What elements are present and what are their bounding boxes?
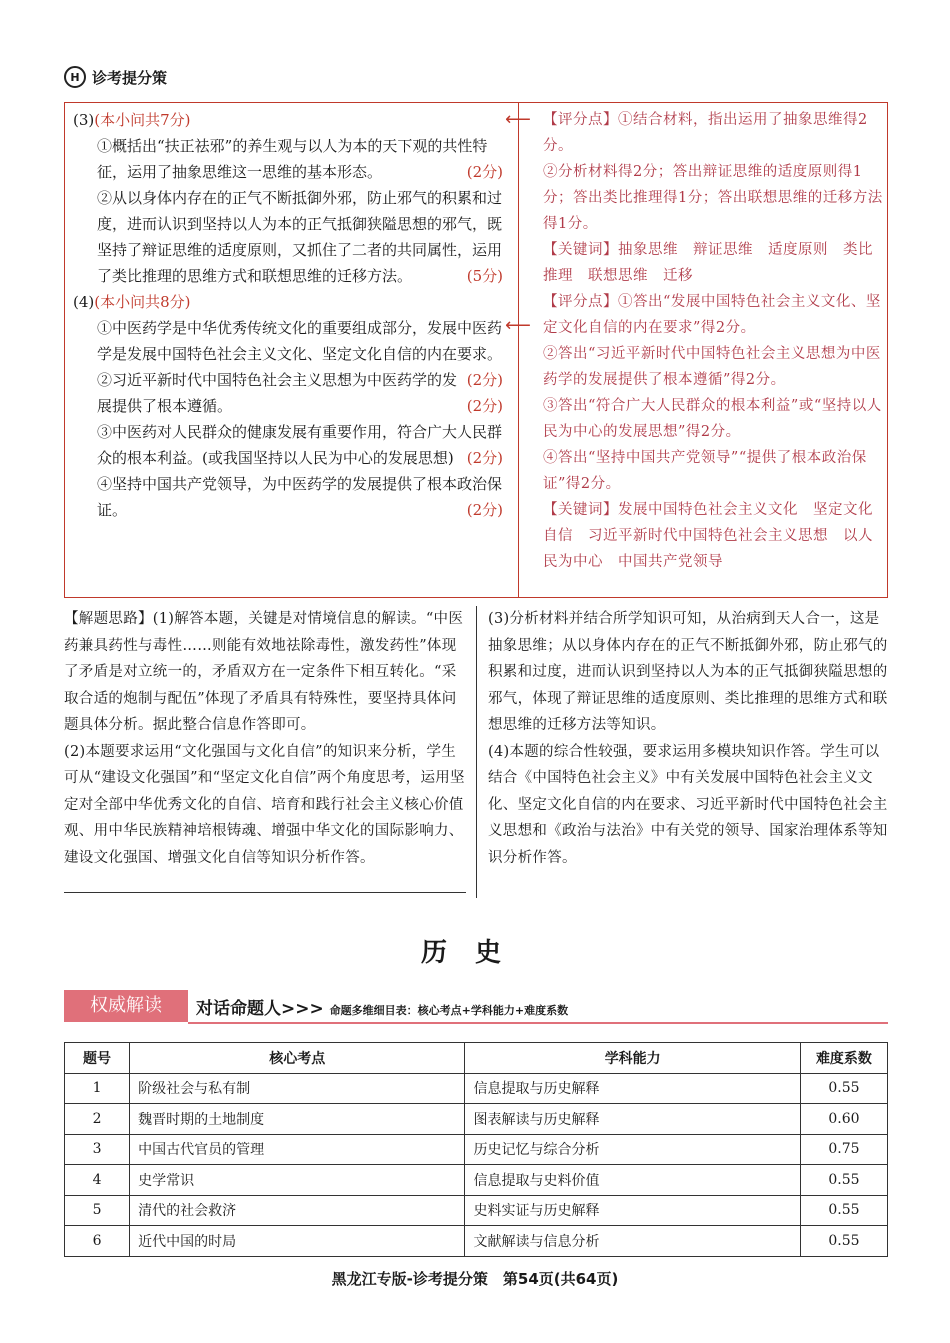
analysis-left xyxy=(64,606,466,871)
analysis-para: (2)本题要求运用“文化强国与文化自信”的知识来分析，学生可从“建设文化强国”和“坚定文化自信”两个角度思考，运用坚定对全部中华优秀文化的自信、培育和践行社会主义核心价值观、用中华民族精神培根铸魂、增强中华文化的国际影响力、建设文化强国、增强文化自信等知识分析作答。 xyxy=(64,743,465,866)
table-cell: 图表解读与历史解释 xyxy=(465,1104,800,1135)
table-header: 难度系数 xyxy=(800,1043,887,1074)
table-cell: 0.55 xyxy=(800,1073,887,1104)
q4-item-4: ④坚持中国共产党领导，为中医药学的发展提供了根本政治保证。 (2分) xyxy=(97,475,503,519)
q3-scoring-1: 【评分点】①结合材料，指出运用了抽象思维得2分。 xyxy=(543,112,868,154)
table-header-row xyxy=(65,1043,888,1074)
answer-divider xyxy=(518,103,519,597)
table-cell: 0.60 xyxy=(800,1104,887,1135)
table-cell: 史料实证与历史解释 xyxy=(465,1195,800,1226)
q4-item-2: ②习近平新时代中国特色社会主义思想为中医药学的发展提供了根本遵循。 (2分) xyxy=(97,371,503,415)
table-cell: 0.55 xyxy=(800,1165,887,1196)
table-cell: 阶级社会与私有制 xyxy=(130,1073,465,1104)
q3-item-2: ②从以身体内存在的正气不断抵御外邪，防止邪气的积累和过度，进而认识到坚持以人为本的正气抵御狭隘思想的邪气，既坚持了辩证思维的适度原则，又抓住了二者的共同属性，运用了类比推理的思维方式和联想思维的迁移方法。 (5分) xyxy=(97,189,503,285)
table-cell: 信息提取与史料价值 xyxy=(465,1165,800,1196)
q4-scoring-3: ③答出“符合广大人民群众的根本利益”或“坚持以人民为中心的发展思想”得2分。 xyxy=(543,398,882,440)
page-footer: 黑龙江专版-诊考提分策 第54页(共64页) xyxy=(331,1270,619,1288)
arrow-left-icon: ⟵ xyxy=(505,315,531,336)
table-row xyxy=(65,1165,888,1196)
q4-scoring-1: 【评分点】①答出“发展中国特色社会主义文化、坚定文化自信的内在要求”得2分。 xyxy=(543,294,881,336)
brand xyxy=(64,66,167,88)
arrow-left-icon: ⟵ xyxy=(505,109,531,130)
table-row xyxy=(65,1134,888,1165)
spec-table xyxy=(64,1042,888,1257)
table-cell: 4 xyxy=(65,1165,130,1196)
table-cell: 史学常识 xyxy=(130,1165,465,1196)
table-header: 题号 xyxy=(65,1043,130,1074)
q4-keywords: 【关键词】发展中国特色社会主义文化 坚定文化自信 习近平新时代中国特色社会主义思想 以人民为中心 中国共产党领导 xyxy=(543,502,873,570)
scoring-column xyxy=(543,107,883,575)
banner-rule xyxy=(188,1022,888,1024)
table-cell: 魏晋时期的土地制度 xyxy=(130,1104,465,1135)
table-cell: 中国古代官员的管理 xyxy=(130,1134,465,1165)
q4-scoring-4: ④答出“坚持中国共产党领导”“提供了根本政治保证”得2分。 xyxy=(543,450,867,492)
table-row xyxy=(65,1073,888,1104)
table-cell: 1 xyxy=(65,1073,130,1104)
q3-header: (3)(本小问共7分) xyxy=(73,111,191,129)
table-cell: 0.75 xyxy=(800,1134,887,1165)
q3-keywords: 【关键词】抽象思维 辩证思维 适度原则 类比推理 联想思维 迁移 xyxy=(543,242,873,284)
table-cell: 0.55 xyxy=(800,1226,887,1257)
analysis-bottom-rule xyxy=(64,892,466,893)
table-row xyxy=(65,1195,888,1226)
banner-tag: 权威解读 xyxy=(64,990,188,1022)
table-cell: 清代的社会救济 xyxy=(130,1195,465,1226)
q3-scoring-2: ②分析材料得2分；答出辩证思维的适度原则得1分；答出类比推理得1分；答出联想思维的迁移方法得1分。 xyxy=(543,164,883,232)
table-header: 学科能力 xyxy=(465,1043,800,1074)
table-cell: 信息提取与历史解释 xyxy=(465,1073,800,1104)
table-row xyxy=(65,1226,888,1257)
table-row xyxy=(65,1104,888,1135)
q4-item-3: ③中医药对人民群众的健康发展有重要作用，符合广大人民群众的根本利益。(或我国坚持以人民为中心的发展思想) (2分) xyxy=(97,423,503,467)
q3-item-1: ①概括出“扶正祛邪”的养生观与以人为本的天下观的共性特征，运用了抽象思维这一思维的基本形态。 (2分) xyxy=(97,137,503,181)
table-cell: 文献解读与信息分析 xyxy=(465,1226,800,1257)
q4-scoring-2: ②答出“习近平新时代中国特色社会主义思想为中医药学的发展提供了根本遵循”得2分。 xyxy=(543,346,881,388)
q4-header: (4)(本小问共8分) xyxy=(73,293,191,311)
analysis-para: 【解题思路】(1)解答本题，关键是对情境信息的解读。“中医药兼具药性与毒性……则能有效地祛除毒性，激发药性”体现了矛盾是对立统一的，矛盾双方在一定条件下相互转化。“采取合适的炮制与配伍”体现了矛盾具有特殊性，要坚持具体问题具体分析。据此整合信息作答即可。 xyxy=(64,611,464,733)
table-cell: 6 xyxy=(65,1226,130,1257)
brand-logo-icon: H xyxy=(64,66,86,88)
q4-item-1: ①中医药学是中华优秀传统文化的重要组成部分，发展中医药学是发展中国特色社会主义文化、坚定文化自信的内在要求。 (2分) xyxy=(97,319,503,389)
answer-box xyxy=(64,102,888,598)
answer-column xyxy=(73,107,503,523)
banner-head: 对话命题人>>> 命题多维细目表：核心考点+学科能力+难度系数 xyxy=(196,999,569,1019)
table-cell: 2 xyxy=(65,1104,130,1135)
section-title: 历史 xyxy=(420,938,529,968)
analysis-divider xyxy=(476,606,477,898)
table-header: 核心考点 xyxy=(130,1043,465,1074)
table-cell: 5 xyxy=(65,1195,130,1226)
brand-name: 诊考提分策 xyxy=(92,68,168,87)
analysis-para: (4)本题的综合性较强，要求运用多模块知识作答。学生可以结合《中国特色社会主义》中有关发展中国特色社会主义文化、坚定文化自信的内在要求、习近平新时代中国特色社会主义思想和《政治与法治》中有关党的领导、国家治理体系等知识分析作答。 xyxy=(488,743,888,866)
analysis-para: (3)分析材料并结合所学知识可知，从治病到天人合一，这是抽象思维；从以身体内存在的正气不断抵御外邪，防止邪气的积累和过度，进而认识到坚持以人为本的正气抵御狭隘思想的邪气，体现了辩证思维的适度原则、类比推理的思维方式和联想思维的迁移方法等知识。 xyxy=(488,611,888,733)
table-cell: 3 xyxy=(65,1134,130,1165)
analysis-section xyxy=(64,606,888,898)
table-cell: 0.55 xyxy=(800,1195,887,1226)
table-cell: 历史记忆与综合分析 xyxy=(465,1134,800,1165)
analysis-right xyxy=(488,606,888,871)
banner xyxy=(64,990,888,1024)
table-cell: 近代中国的时局 xyxy=(130,1226,465,1257)
